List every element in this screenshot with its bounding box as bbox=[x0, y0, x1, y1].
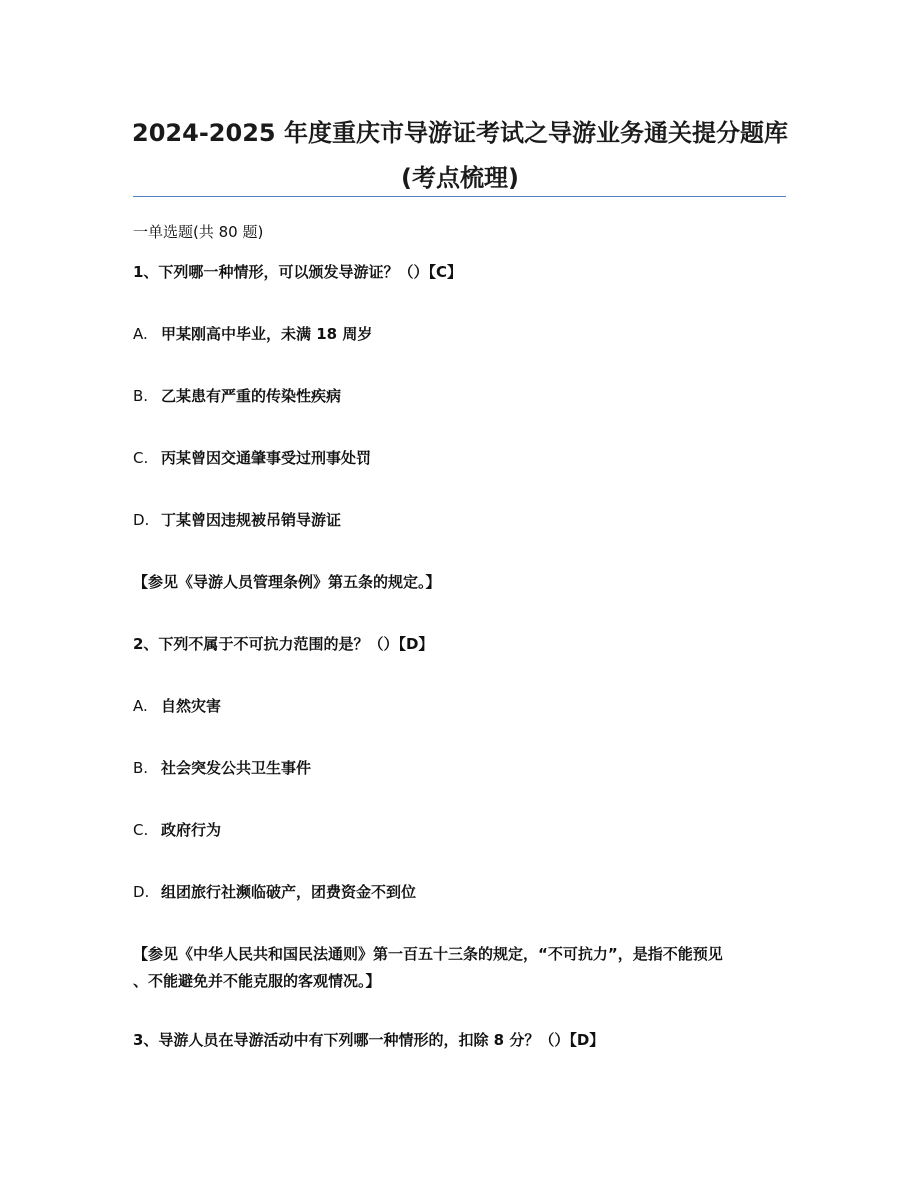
question-3-stem: 3、导游人员在导游活动中有下列哪一种情形的，扣除 8 分？（）【D】 bbox=[133, 1031, 605, 1049]
document-title-line1: 2024-2025 年度重庆市导游证考试之导游业务通关提分题库 bbox=[132, 119, 788, 147]
option-letter: A. bbox=[133, 697, 148, 715]
question-1-option-d bbox=[133, 510, 341, 530]
section-header: 一单选题(共 80 题) bbox=[133, 223, 264, 241]
option-text: 社会突发公共卫生事件 bbox=[161, 759, 312, 777]
option-letter: C. bbox=[133, 449, 149, 467]
question-1-option-c bbox=[133, 448, 371, 468]
option-text: 组团旅行社濒临破产，团费资金不到位 bbox=[161, 883, 417, 901]
option-letter: A. bbox=[133, 325, 148, 343]
question-2-note-line2: 、不能避免并不能克服的客观情况。】 bbox=[133, 972, 381, 990]
question-2-option-a bbox=[133, 696, 221, 716]
question-1-stem: 1、下列哪一种情形，可以颁发导游证？（）【C】 bbox=[133, 263, 462, 281]
question-2-option-c bbox=[133, 820, 221, 840]
title-divider bbox=[133, 196, 786, 197]
option-letter: B. bbox=[133, 759, 149, 777]
option-text: 丙某曾因交通肇事受过刑事处罚 bbox=[161, 449, 372, 467]
question-1-option-a bbox=[133, 324, 372, 344]
question-1-option-b bbox=[133, 386, 341, 406]
option-letter: D. bbox=[133, 883, 150, 901]
option-letter: C. bbox=[133, 821, 149, 839]
option-text: 政府行为 bbox=[161, 821, 222, 839]
question-2-stem: 2、下列不属于不可抗力范围的是？（）【D】 bbox=[133, 635, 434, 653]
document-title-line2: (考点梳理) bbox=[401, 164, 519, 192]
question-2-note-line1: 【参见《中华人民共和国民法通则》第一百五十三条的规定，“不可抗力”，是指不能预见 bbox=[133, 945, 723, 963]
question-2-option-b bbox=[133, 758, 311, 778]
question-2-option-d bbox=[133, 882, 416, 902]
option-letter: B. bbox=[133, 387, 149, 405]
question-1-note: 【参见《导游人员管理条例》第五条的规定。】 bbox=[133, 573, 441, 591]
option-text: 乙某患有严重的传染性疾病 bbox=[161, 387, 342, 405]
option-text: 自然灾害 bbox=[161, 697, 222, 715]
option-letter: D. bbox=[133, 511, 150, 529]
option-text: 丁某曾因违规被吊销导游证 bbox=[161, 511, 342, 529]
option-text: 甲某刚高中毕业，未满 18 周岁 bbox=[161, 325, 373, 343]
